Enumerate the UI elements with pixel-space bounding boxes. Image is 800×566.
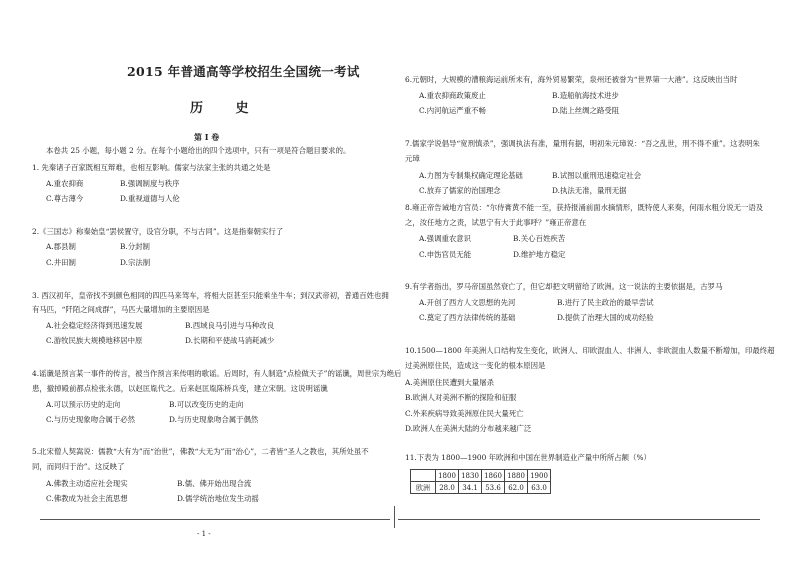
question-9-stem: 9.有学者指出，罗马帝国虽然衰亡了，但它却把文明留给了欧洲。这一说法的主要依据是，古罗马 [405,282,723,291]
q5-option-c: C.佛教成为社会主流思想 [46,494,128,503]
question-8-stem-line1: 8.雍正帝告诫地方官员：“尔侍膏黄不能一至，获持报涌前面水摘情形，既特使人来奏，何雨水粗分说无一语及 [405,203,764,212]
q5-option-a: A.佛教主动适应社会现实 [46,479,128,488]
q2-option-b: B.分封制 [120,242,150,251]
table-year-cell: 1880 [505,470,528,482]
q6-option-b: B.造船航海技术进步 [552,91,619,100]
question-10-stem-line2: 过美洲原住民，造成这一变化的根本原因是 [405,361,546,370]
question-5-stem-line2: 同，而同归于治”。这反映了 [32,462,125,471]
question-7-stem-line1: 7.儒家学说倡导“宽刑慎杀”，强调执法有准，量刑有据，明初朱元璋说：“吾之乱世，刑不得不重”。这表明朱 [405,139,760,148]
subject-title: 历 史 [190,101,263,116]
q4-option-c: C.与历史现象吻合属于必然 [46,415,136,424]
table-value-cell: 53.6 [482,482,505,494]
q1-option-a: A.重农抑商 [46,179,84,188]
q1-option-c: C.尊古薄今 [46,194,84,203]
column-divider [394,506,395,528]
q4-option-d: D.与历史现象吻合属于偶然 [169,415,259,424]
q10-option-d: D.欧洲人在美洲大陆的分布越来越广泛 [405,424,532,433]
q7-option-d: D.执法无准，量刑无据 [552,186,627,195]
table-corner-cell [411,470,436,482]
table-value-cell: 34.1 [459,482,482,494]
table-value-cell: 62.0 [505,482,528,494]
q9-option-a: A.开创了西方人文思想的先河 [419,298,516,307]
table-row-label: 欧洲 [411,482,436,494]
q4-option-b: B.可以改变历史的走向 [169,400,244,409]
q10-option-a: A.美洲原住民遭到大量屠杀 [405,378,494,387]
q9-option-d: D.提供了治理大国的成功经验 [557,313,654,322]
q7-option-a: A.力图为专制集权确定理论基础 [419,171,523,180]
question-3-stem-line1: 3. 西汉初年，皇帝找不到颜色相同的四匹马来驾车，将相大臣甚至只能乘坐牛车；到汉武帝初，普通百姓也拥 [32,291,389,300]
q1-option-b: B.强调制度与秩序 [120,179,180,188]
question-7-stem-line2: 元璋 [405,154,420,163]
q7-option-c: C.放弃了儒家的治国理念 [419,186,501,195]
footer-rule-right [398,519,760,520]
table-value-cell: 28.0 [436,482,459,494]
table-row [411,482,551,494]
q6-option-a: A.重农抑商政策废止 [419,91,486,100]
table-year-cell: 1800 [436,470,459,482]
q10-option-b: B.欧洲人对美洲不断的探险和征服 [405,393,517,402]
question-3-stem-line2: 有马匹，“阡陌之间成群”，马匹大量增加的主要原因是 [32,305,210,314]
question-2-stem: 2.《三国志》称秦始皇“罢侯置守，设官分职，不与古同”。这是指秦朝实行了 [32,227,284,236]
q7-option-b: B.试图以重刑迅速稳定社会 [552,171,642,180]
q10-option-c: C.外来疾病导致美洲原住民大量死亡 [405,409,524,418]
q9-option-c: C.奠定了西方法律传统的基础 [419,313,516,322]
table-year-cell: 1900 [528,470,551,482]
q8-option-d: D.维护地方稳定 [513,250,566,259]
q5-option-d: D.儒学统治地位发生动摇 [177,494,259,503]
question-8-stem-line2: 之，汝任地方之责，试思宁有大于此事呼？”雍正帝意在 [405,218,587,227]
q8-option-a: A.强调重农意识 [419,234,472,243]
table-year-cell: 1860 [482,470,505,482]
footer-rule-left [40,519,390,520]
q3-option-a: A.社会稳定经济得到迅速发展 [46,321,143,330]
question-10-stem-line1: 10.1500—1800 年美洲人口结构发生变化，欧洲人、印欧混血人、非洲人、非欧混血人数量不断增加，印最终超 [405,346,775,355]
q3-option-c: C.游牧民族大规模地移居中原 [46,336,143,345]
q8-option-b: B.关心百姓疾苦 [513,234,566,243]
q8-option-c: C.申饬官员无能 [419,250,472,259]
exam-title: 2015 年普通高等学校招生全国统一考试 [127,64,360,79]
question-4-stem-line2: 患，撤掉殿前都点检张永德，以赵匡胤代之。后来赵匡胤陈桥兵变，建立宋朝。这说明谣谶 [32,384,328,393]
q9-option-b: B.进行了民主政治的最早尝试 [557,298,654,307]
q1-option-d: D.重视道德与人伦 [120,194,180,203]
table-header-row [411,470,551,482]
q5-option-b: B.儒、佛开始出现合流 [177,479,252,488]
question-5-stem-line1: 5.北宋僧人契嵩说：儒教“大有为”而“治世”，佛教“大无为”而“治心”，二者皆“圣人之教也，其所处虽不 [32,447,369,456]
q6-option-d: D.陆上丝绸之路受阻 [552,106,620,115]
table-value-cell: 63.0 [528,482,551,494]
q2-option-a: A.郡县制 [46,242,76,251]
q2-option-c: C.井田制 [46,258,76,267]
page-number: - 1 - [197,530,211,538]
q3-option-d: D.长期和平使战马消耗减少 [185,336,275,345]
question-11-stem: 11.下表为 1800—1900 年欧洲和中国在世界制造业产量中所所占额（%） [405,453,651,462]
table-year-cell: 1830 [459,470,482,482]
q3-option-b: B.西域良马引进与马种改良 [185,321,275,330]
q6-option-c: C.内河航运严重不畅 [419,106,486,115]
question-6-stem: 6.元朝时，大规模的漕粮海运前所未有，海外贸易繁荣，泉州还被誉为“世界第一大港”。这反映出当时 [405,75,738,84]
instructions: 本卷共 25 小题，每小题 2 分。在每个小题给出的四个选项中，只有一项是符合题目要求的。 [46,146,351,155]
q4-option-a: A.可以预示历史的走向 [46,400,121,409]
data-table [410,469,551,494]
question-1-stem: 1. 先秦诸子百家既相互辩难，也相互影响。儒家与法家主张的共通之处是 [32,163,271,172]
q2-option-d: D.宗法制 [120,258,151,267]
part-heading: 第 I 卷 [194,132,220,142]
question-4-stem-line1: 4.谣谶是预言某一事件的传言，被当作预言来传唱的歌谣。后周时，有人制造“点检做天子”的谣谶，周世宗为绝后 [32,369,402,378]
